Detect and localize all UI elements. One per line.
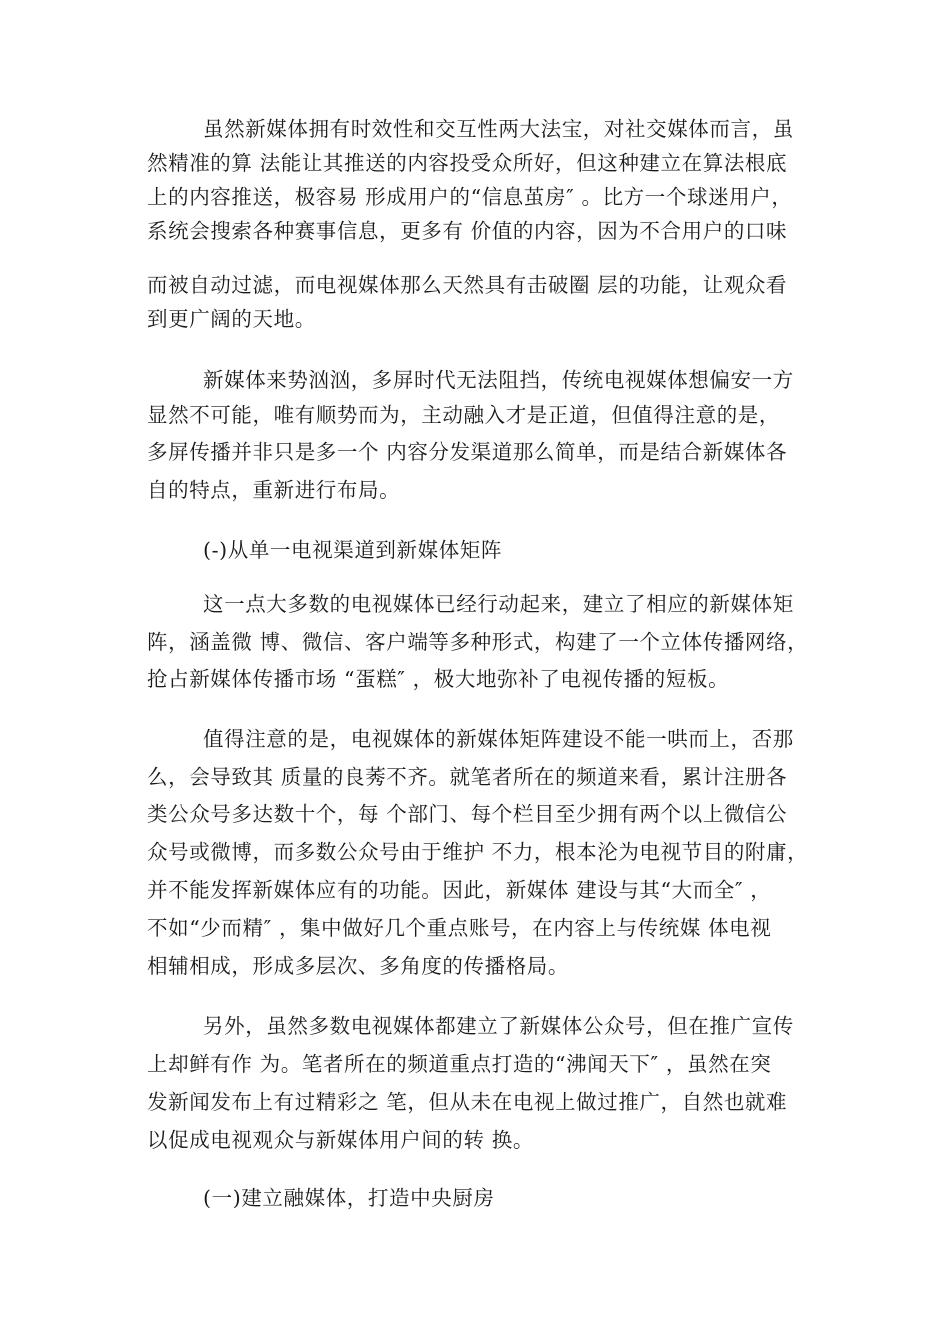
paragraph-5-line-3: 发新闻发布上有过精彩之 笔，但从未在电视上做过推广，自然也就难 [147, 1090, 788, 1114]
paragraph-4-line-5: 并不能发挥新媒体应有的功能。因此，新媒体 建设与其“大而全″ ， [147, 878, 772, 902]
paragraph-1-line-1: 虽然新媒体拥有时效性和交互性两大法宝，对社交媒体而言，虽 [203, 117, 794, 141]
section-heading-2: (一)建立融媒体，打造中央厨房 [203, 1186, 495, 1210]
paragraph-2-line-2: 显然不可能，唯有顺势而为，主动融入才是正道，但值得注意的是， [147, 403, 780, 427]
paragraph-3-line-1: 这一点大多数的电视媒体已经行动起来，建立了相应的新媒体矩 [203, 592, 794, 616]
paragraph-4-line-6: 不如“少而精″ ，集中做好几个重点账号，在内容上与传统媒 体电视 [147, 916, 772, 940]
paragraph-3-line-2: 阵，涵盖微 博、微信、客户端等多种形式，构建了一个立体传播网络， [147, 630, 809, 654]
paragraph-3-line-3: 抢占新媒体传播市场 “蛋糕″ ，极大地弥补了电视传播的短板。 [147, 667, 730, 691]
paragraph-5-line-4: 以促成电视观众与新媒体用户间的转 换。 [147, 1128, 534, 1152]
paragraph-4-line-1: 值得注意的是，电视媒体的新媒体矩阵建设不能一哄而上，否那 [203, 727, 794, 751]
paragraph-4-line-4: 众号或微博，而多数公众号由于维护 不力，根本沦为电视节目的附庸， [147, 840, 809, 864]
paragraph-5-line-2: 上却鲜有作 为。笔者所在的频道重点打造的“沸闻天下″ ，虽然在突 [147, 1052, 772, 1076]
paragraph-2-line-3: 多屏传播并非只是多一个 内容分发渠道那么简单，而是结合新媒体各 [147, 440, 788, 464]
paragraph-5-line-1: 另外，虽然多数电视媒体都建立了新媒体公众号，但在推广宣传 [203, 1014, 794, 1038]
paragraph-2-line-1: 新媒体来势汹汹，多屏时代无法阻挡，传统电视媒体想偏安一方 [203, 368, 794, 392]
paragraph-4-line-7: 相辅相成，形成多层次、多角度的传播格局。 [147, 954, 569, 978]
paragraph-1-line-2: 然精准的算 法能让其推送的内容投受众所好，但这种建立在算法根底 [147, 151, 788, 175]
paragraph-1-line-5: 而被自动过滤，而电视媒体那么天然具有击破圈 层的功能，让观众看 [147, 273, 788, 297]
paragraph-4-line-2: 么，会导致其 质量的良莠不齐。就笔者所在的频道来看，累计注册各 [147, 765, 788, 789]
paragraph-4-line-3: 类公众号多达数十个，每 个部门、每个栏目至少拥有两个以上微信公 [147, 802, 788, 826]
paragraph-1-line-6: 到更广阔的天地。 [147, 307, 316, 331]
paragraph-1-line-3: 上的内容推送，极容易 形成用户的“信息茧房″ 。比方一个球迷用户， [147, 185, 793, 209]
paragraph-1-line-4: 系统会搜索各种赛事信息，更多有 价值的内容，因为不合用户的口味 [147, 219, 788, 243]
paragraph-2-line-4: 自的特点，重新进行布局。 [147, 478, 401, 502]
section-heading-1: (-)从单一电视渠道到新媒体矩阵 [203, 538, 503, 562]
